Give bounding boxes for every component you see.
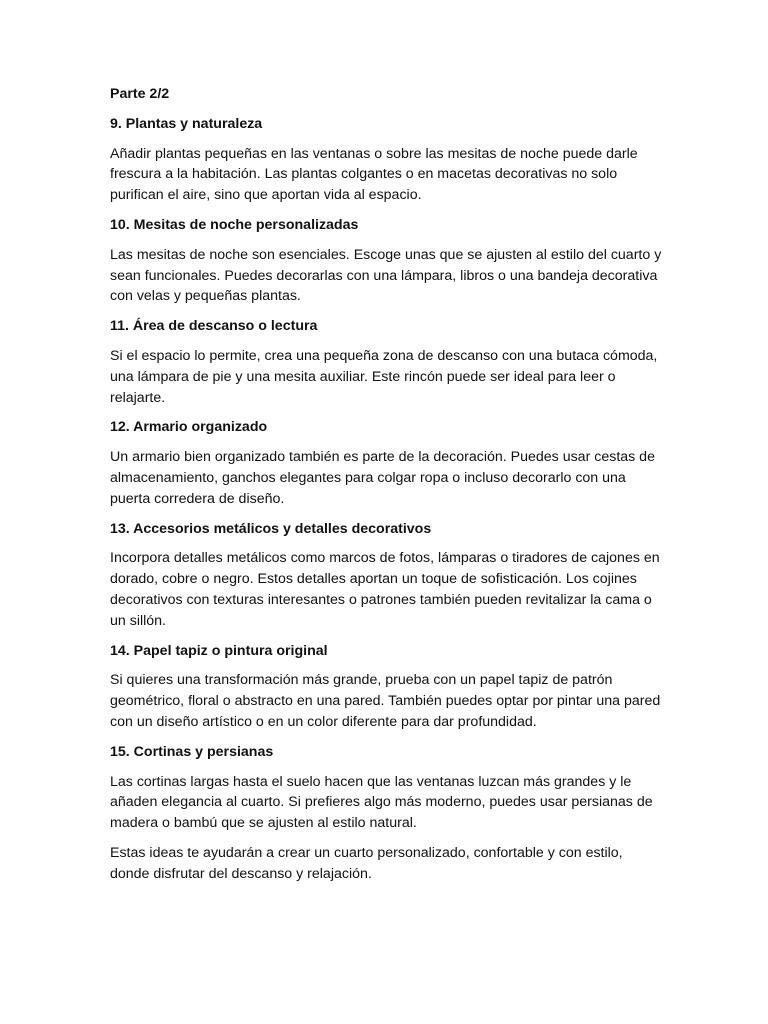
part-title: Parte 2/2 (110, 86, 170, 102)
section-body-13: Incorpora detalles metálicos como marcos de fotos, lámparas o tiradores de cajones en dorado, cobre o negro. Estos detalles aportan un toque de sofisticación. Los cojines decorativos con texturas interesantes o patrones también pueden revitalizar la cama o un sillón. (110, 550, 660, 629)
section-heading-9: 9. Plantas y naturaleza (110, 115, 263, 132)
closing-paragraph: Estas ideas te ayudarán a crear un cuarto personalizado, confortable y con estilo, donde disfrutar del descanso y relajación. (110, 844, 623, 882)
document-page (110, 84, 662, 885)
section-body-10: Las mesitas de noche son esenciales. Escoge unas que se ajusten al estilo del cuarto y sean funcionales. Puedes decorarlas con una lámpara, libros o una bandeja decorativa con velas y pequeñas plantas. (110, 246, 662, 305)
section-heading-10: 10. Mesitas de noche personalizadas (110, 216, 359, 233)
section-body-15: Las cortinas largas hasta el suelo hacen que las ventanas luzcan más grandes y le añaden elegancia al cuarto. Si prefieres algo más moderno, puedes usar persianas de madera o bambú que se ajusten al estilo natural. (110, 773, 653, 832)
section-body-11: Si el espacio lo permite, crea una pequeña zona de descanso con una butaca cómoda, una lámpara de pie y una mesita auxiliar. Este rincón puede ser ideal para leer o relajarte. (110, 347, 658, 406)
section-heading-15: 15. Cortinas y persianas (110, 743, 274, 760)
section-heading-14: 14. Papel tapiz o pintura original (110, 642, 328, 659)
section-body-9: Añadir plantas pequeñas en las ventanas o sobre las mesitas de noche puede darle frescura a la habitación. Las plantas colgantes o en macetas decorativas no solo purifican el aire, sino que aportan vida al espacio. (110, 145, 638, 204)
section-body-14: Si quieres una transformación más grande, prueba con un papel tapiz de patrón geométrico, floral o abstracto en una pared. También puedes optar por pintar una pared con un diseño artístico o en un color diferente para dar profundidad. (110, 672, 661, 730)
section-body-12: Un armario bien organizado también es parte de la decoración. Puedes usar cestas de almacenamiento, ganchos elegantes para colgar ropa o incluso decorarlo con una puerta corredera de diseño. (110, 449, 655, 507)
section-heading-13: 13. Accesorios metálicos y detalles decorativos (110, 520, 432, 537)
section-heading-12: 12. Armario organizado (110, 419, 268, 436)
section-heading-11: 11. Área de descanso o lectura (110, 318, 318, 335)
